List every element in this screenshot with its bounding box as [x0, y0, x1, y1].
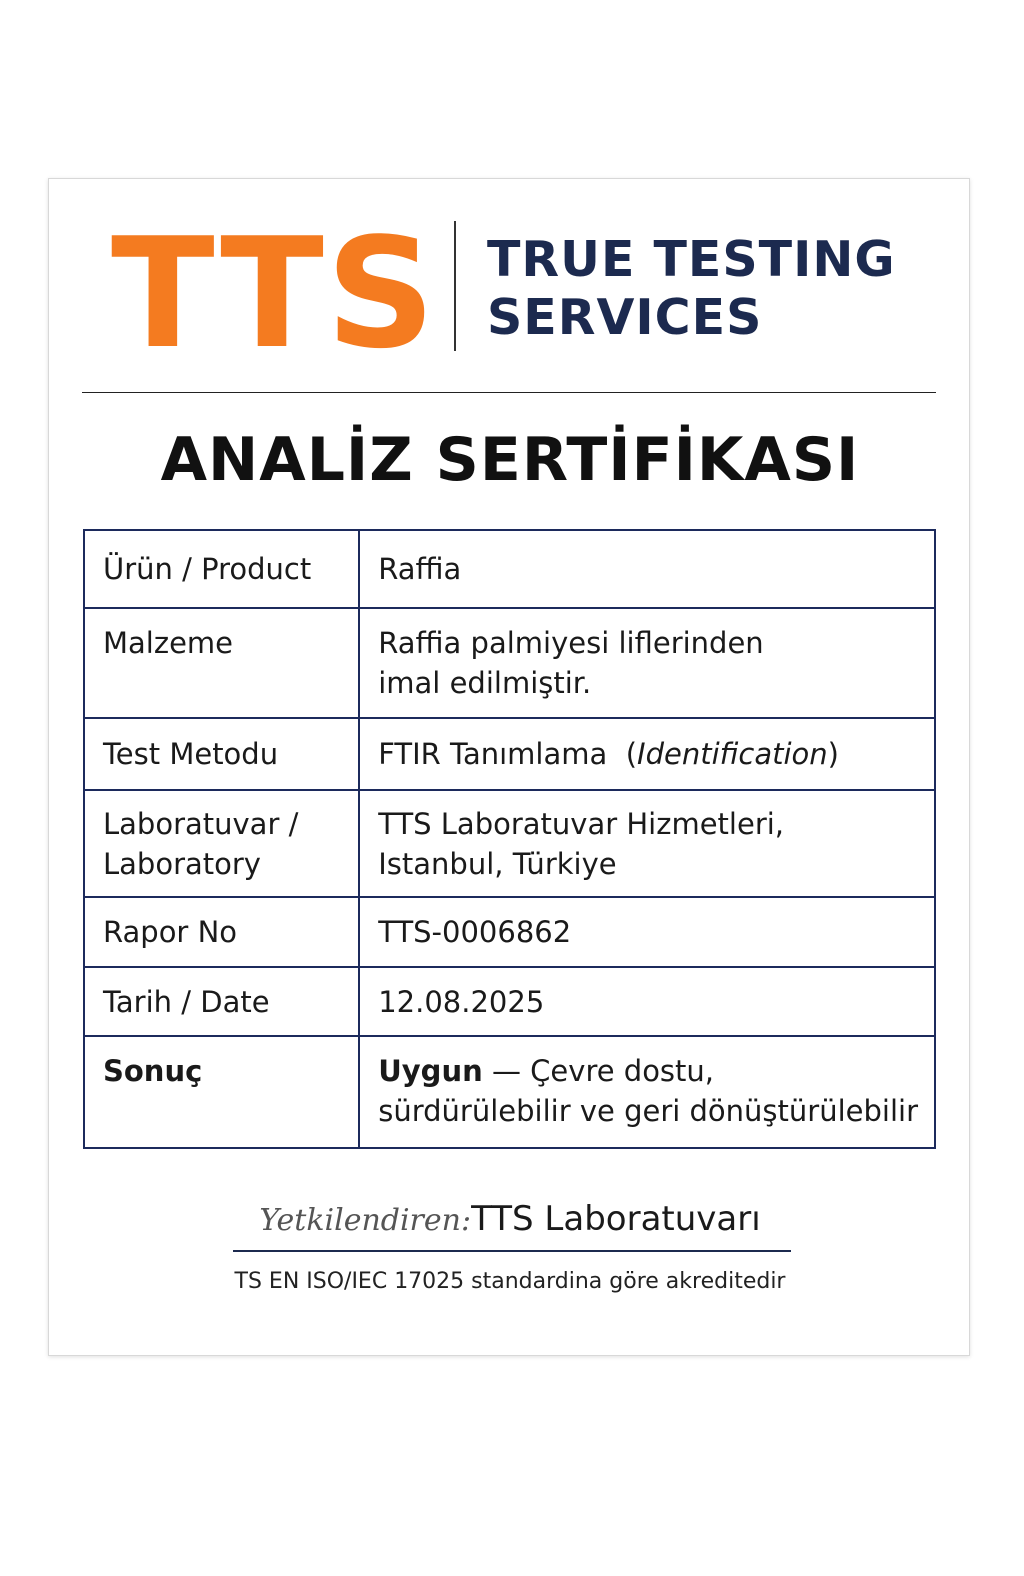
- table-row-laboratory: [84, 790, 935, 897]
- table-row-result: [84, 1036, 935, 1148]
- header-divider: [82, 392, 936, 393]
- table-row-date: [84, 967, 935, 1036]
- row-label: Rapor No: [84, 897, 359, 967]
- company-name: [487, 231, 896, 347]
- method-english: Identification: [637, 737, 828, 771]
- table-row-product: [84, 530, 935, 608]
- row-label: [84, 790, 359, 897]
- company-name-line2: SERVICES: [487, 289, 763, 346]
- logo-divider: [454, 221, 456, 351]
- row-value-line1: TTS Laboratuvar Hizmetleri,: [378, 806, 785, 841]
- row-value-line2: Istanbul, Türkiye: [378, 846, 617, 881]
- certificate-title: ANALİZ SERTİFİKASI: [160, 425, 860, 495]
- row-value-line1: [378, 1051, 918, 1091]
- row-value: [359, 608, 935, 718]
- row-value-line1: Raffia palmiyesi liflerinden: [378, 626, 764, 660]
- authorization-line: [49, 1195, 971, 1249]
- signature-rule: [233, 1250, 791, 1252]
- row-label: Sonuç: [84, 1036, 359, 1148]
- row-value-line2: imal edilmiştir.: [378, 666, 592, 700]
- authorized-by-name: TTS Laboratuvarı: [471, 1199, 761, 1239]
- table-row-material: [84, 608, 935, 718]
- row-label: Ürün / Product: [84, 530, 359, 608]
- table-row-report-no: [84, 897, 935, 967]
- row-value-line2: sürdürülebilir ve geri dönüştürülebilir: [378, 1094, 918, 1128]
- method-paren-close: ): [827, 737, 839, 771]
- result-verdict: Uygun: [378, 1054, 483, 1088]
- authorized-by-label: Yetkilendiren:: [259, 1203, 472, 1238]
- method-name: FTIR Tanımlama: [378, 737, 608, 771]
- row-value: [359, 1036, 935, 1148]
- certificate-details-table: [83, 529, 936, 1149]
- row-label-line2: Laboratory: [103, 846, 261, 881]
- method-paren-open: (: [625, 737, 638, 771]
- row-value: TTS-0006862: [359, 897, 935, 967]
- certificate-card: [48, 178, 970, 1356]
- row-label: Malzeme: [84, 608, 359, 718]
- row-label-line1: Laboratuvar /: [103, 806, 299, 841]
- row-value: 12.08.2025: [359, 967, 935, 1036]
- row-value: [359, 790, 935, 897]
- accreditation-note: TS EN ISO/IEC 17025 standardina göre akreditedir: [234, 1269, 786, 1294]
- row-value: Raffia: [359, 530, 935, 608]
- tts-logo: TTS: [111, 205, 438, 382]
- result-description: — Çevre dostu,: [482, 1054, 715, 1088]
- company-name-line1: TRUE TESTING: [487, 231, 896, 288]
- row-label: Test Metodu: [84, 718, 359, 790]
- row-label: Tarih / Date: [84, 967, 359, 1036]
- row-value: [359, 718, 935, 790]
- table-row-test-method: [84, 718, 935, 790]
